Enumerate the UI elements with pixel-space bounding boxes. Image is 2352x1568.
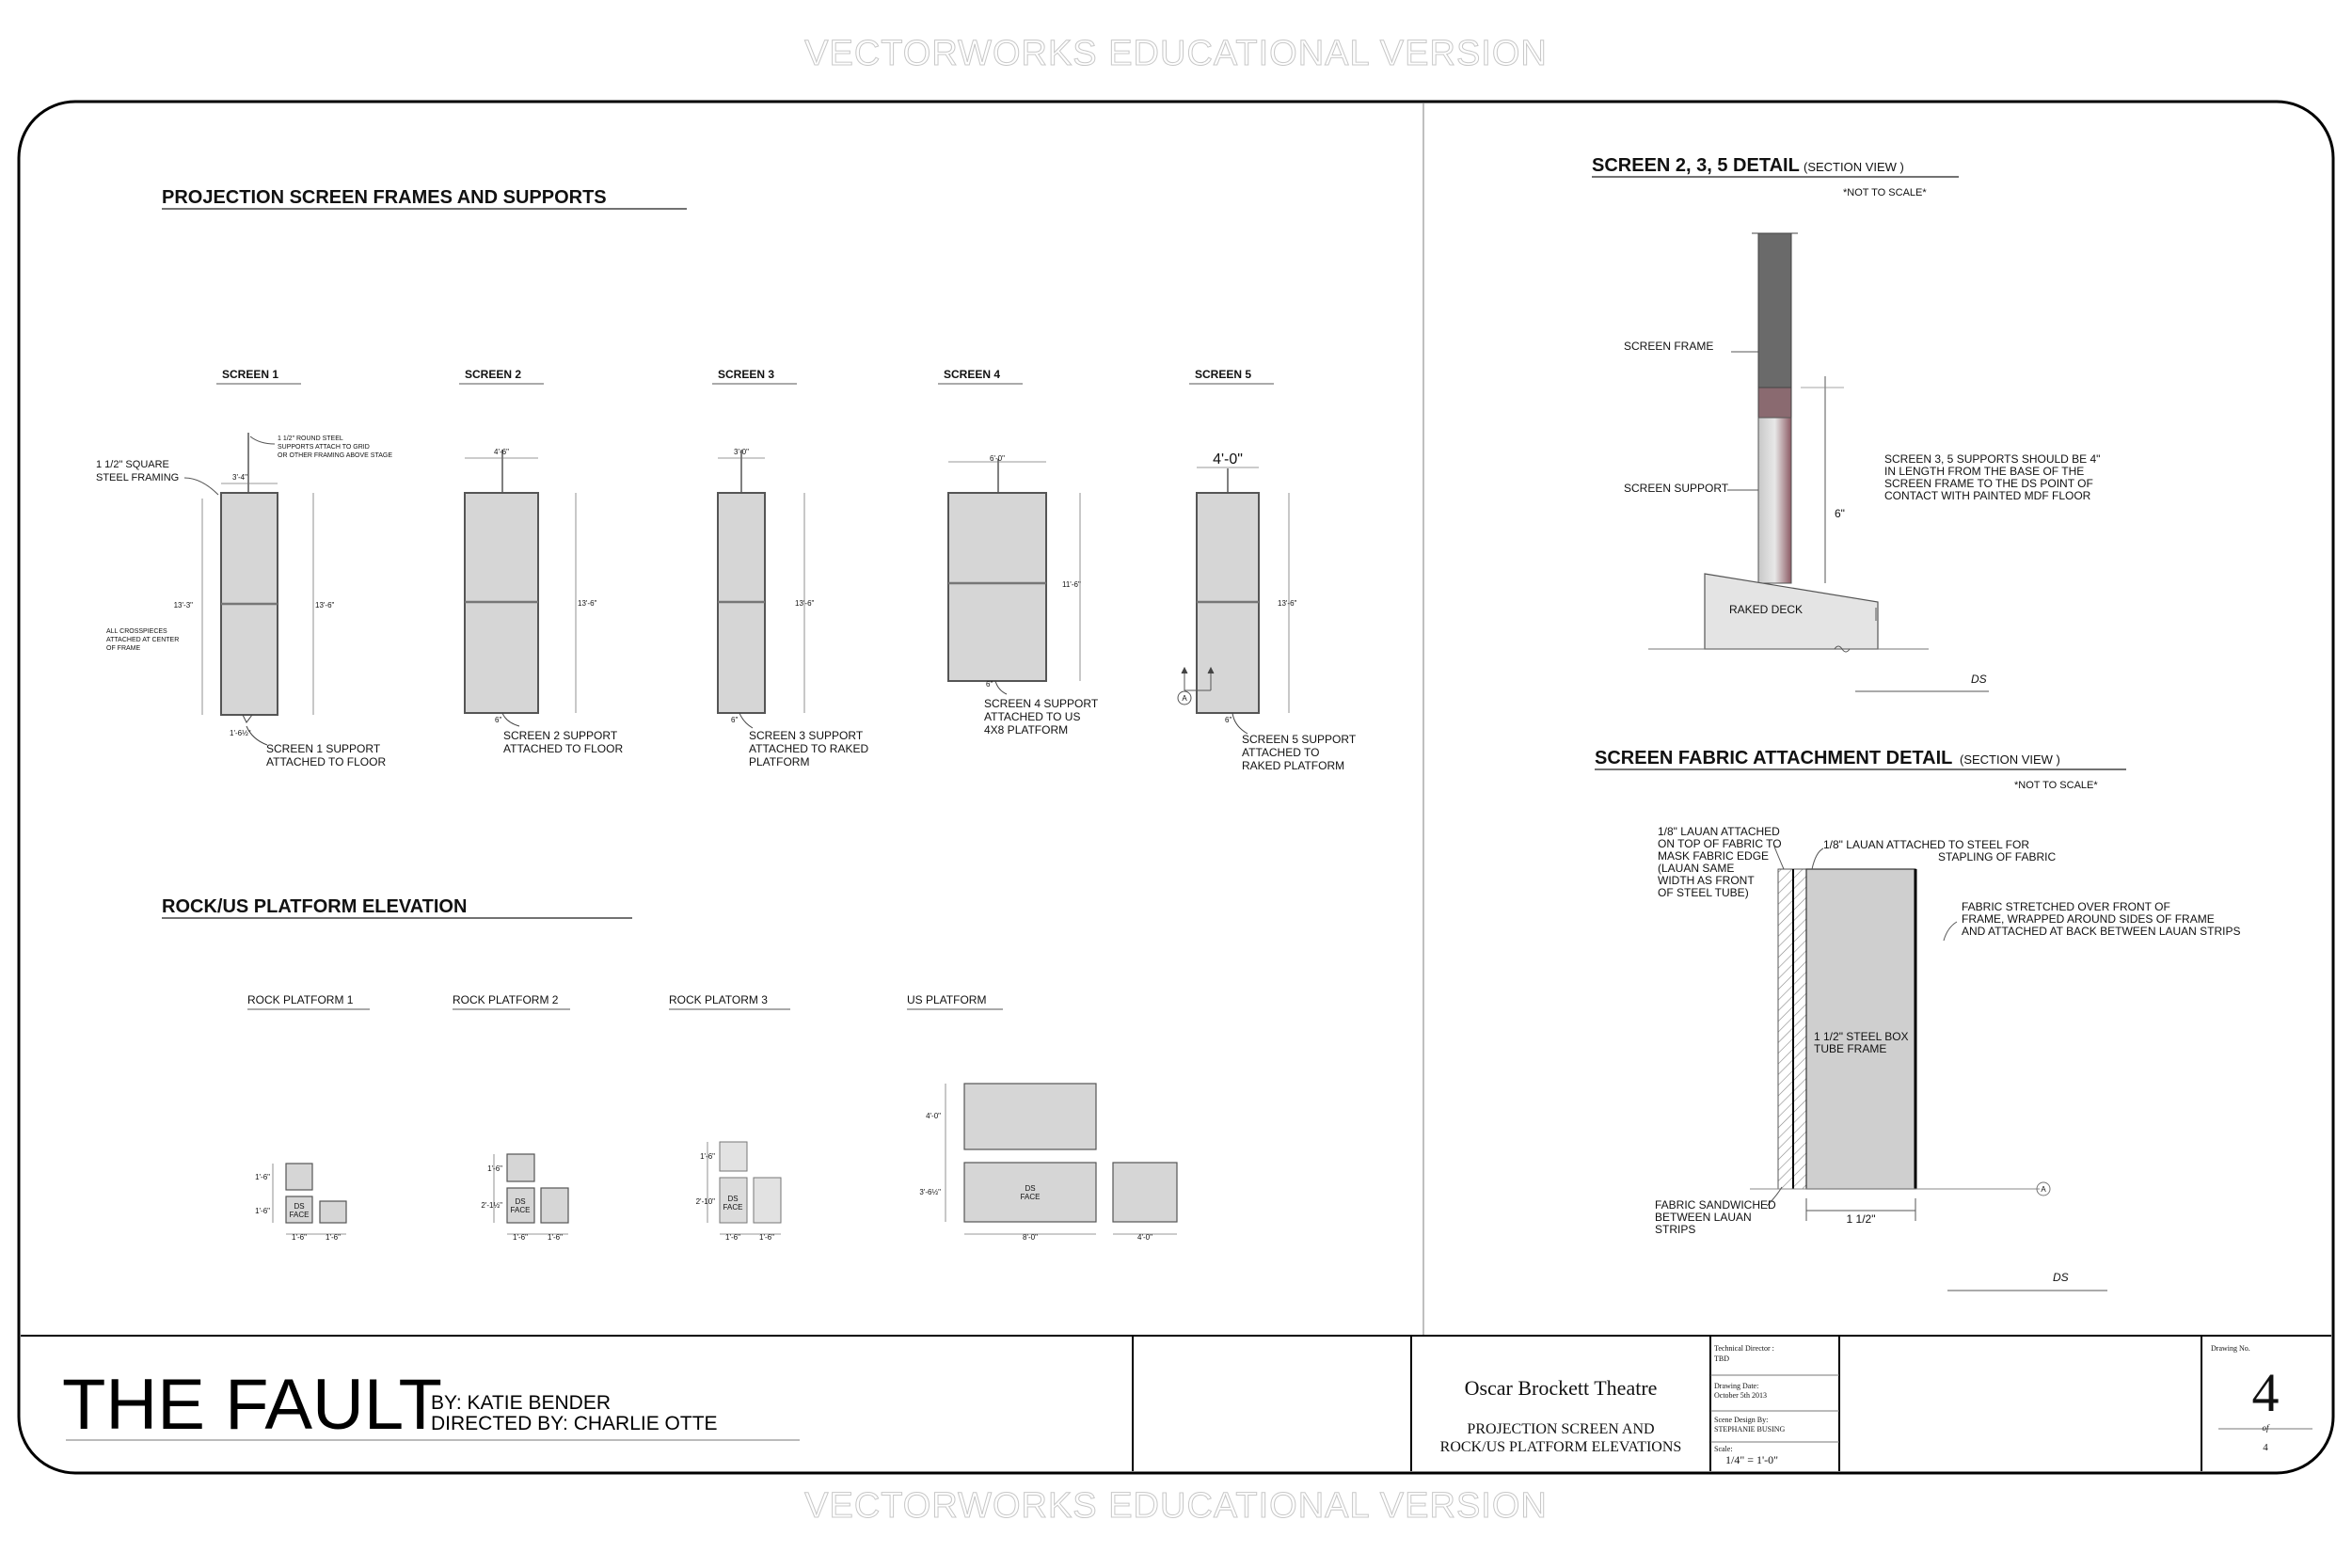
lauan-steel-1: 1/8" LAUAN ATTACHED TO STEEL FOR (1823, 838, 2029, 851)
lauan-front-1: 1/8" LAUAN ATTACHED (1658, 825, 1780, 838)
screen-1-base-dim: 1'-6½" (230, 729, 251, 737)
rock-3-ds: DS (727, 1195, 739, 1203)
support-note-1: SCREEN 3, 5 SUPPORTS SHOULD BE 4" (1884, 452, 2101, 466)
drawing-number: 4 (2251, 1362, 2280, 1423)
drawing-no-label: Drawing No. (2211, 1344, 2250, 1353)
screen-4-label: SCREEN 4 (944, 368, 1001, 381)
support-note-2: IN LENGTH FROM THE BASE OF THE (1884, 465, 2085, 478)
watermark-top: VECTORWORKS EDUCATIONAL VERSION (804, 34, 1548, 73)
screen-5-height-dim: 13'-6" (1278, 599, 1297, 608)
detail2-title: SCREEN FABRIC ATTACHMENT DETAIL (1595, 748, 1953, 768)
td-value: TBD (1714, 1354, 1729, 1363)
fabric-stretched-1: FABRIC STRETCHED OVER FRONT OF (1962, 900, 2170, 913)
screen-5-note-3: RAKED PLATFORM (1242, 759, 1345, 772)
fabric-sandwiched-2: BETWEEN LAUAN (1655, 1211, 1752, 1224)
screen-1-note-1: SCREEN 1 SUPPORT (266, 742, 381, 755)
rock-2-dim-4: 1'-6" (548, 1233, 563, 1242)
us-ds: DS (1025, 1184, 1036, 1193)
screen-4-width-dim: 6'-0" (990, 454, 1005, 463)
rock-platform-3 (707, 1142, 781, 1234)
screen-2-label: SCREEN 2 (465, 368, 522, 381)
us-dim-2: 3'-6½" (919, 1188, 941, 1196)
us-platform-label: US PLATFORM (907, 993, 987, 1006)
support-note-4: CONTACT WITH PAINTED MDF FLOOR (1884, 489, 2091, 502)
lauan-front-6: OF STEEL TUBE) (1658, 886, 1749, 899)
screen-2-base-dim: 6" (495, 716, 502, 724)
screen-3-note-1: SCREEN 3 SUPPORT (749, 729, 864, 742)
screen-1-label: SCREEN 1 (222, 368, 279, 381)
screen-5-label: SCREEN 5 (1195, 368, 1252, 381)
playwright: BY: KATIE BENDER (431, 1392, 611, 1414)
support-dim: 6" (1835, 507, 1845, 520)
lauan-steel-2: STAPLING OF FABRIC (1938, 850, 2057, 863)
screen-2-height-dim: 13'-6" (578, 599, 597, 608)
detail2-ds: DS (2053, 1271, 2069, 1284)
design-label: Scene Design By: (1714, 1416, 1769, 1424)
crosspieces-note-3: OF FRAME (106, 645, 141, 652)
round-steel-note-2: SUPPORTS ATTACH TO GRID (278, 444, 370, 451)
screen-1-note-2: ATTACHED TO FLOOR (266, 755, 387, 768)
us-face: FACE (1020, 1193, 1041, 1201)
show-title: THE FAULT (62, 1365, 442, 1445)
tube-dim: 1 1/2" (1846, 1212, 1876, 1226)
screen-4-base-dim: 6" (986, 680, 993, 689)
screen-5-frame (1178, 467, 1289, 734)
screen-3-width-dim: 3'-0" (734, 448, 749, 456)
rock-1-dim-1: 1'-6" (255, 1173, 270, 1181)
date-label: Drawing Date: (1714, 1382, 1759, 1390)
theatre-name: Oscar Brockett Theatre (1464, 1376, 1658, 1400)
screen-2-note-2: ATTACHED TO FLOOR (503, 742, 624, 755)
rock-platform-1-label: ROCK PLATFORM 1 (247, 993, 354, 1006)
total-drawings: 4 (2263, 1442, 2268, 1453)
screen-4-note-2: ATTACHED TO US (984, 710, 1081, 723)
rock-platform-2-label: ROCK PLATFORM 2 (453, 993, 559, 1006)
fabric-sandwiched-3: STRIPS (1655, 1223, 1696, 1236)
rock-2-face: FACE (510, 1206, 531, 1214)
detail1-not-to-scale: *NOT TO SCALE* (1843, 187, 1927, 198)
screen-5-note-1: SCREEN 5 SUPPORT (1242, 733, 1357, 746)
screen-4-frame (948, 459, 1080, 694)
fabric-stretched-3: AND ATTACHED AT BACK BETWEEN LAUAN STRIPS (1962, 925, 2241, 938)
screen-support-label: SCREEN SUPPORT (1624, 482, 1729, 495)
rock-2-dim-2: 2'-1½" (481, 1201, 502, 1210)
support-note-3: SCREEN FRAME TO THE DS POINT OF (1884, 477, 2093, 490)
rock-1-dim-4: 1'-6" (326, 1233, 341, 1242)
rock-2-ds: DS (515, 1197, 526, 1206)
screen-4-note-1: SCREEN 4 SUPPORT (984, 697, 1099, 710)
scale-value: 1/4" = 1'-0" (1725, 1453, 1779, 1466)
steel-box-1: 1 1/2" STEEL BOX (1814, 1030, 1909, 1043)
detail2-not-to-scale: *NOT TO SCALE* (2014, 780, 2098, 791)
screen-1-overall-dim: 13'-3" (173, 601, 193, 610)
rock-2-dim-3: 1'-6" (513, 1233, 528, 1242)
screen-2-frame (465, 450, 576, 726)
lauan-front-5: WIDTH AS FRONT (1658, 874, 1755, 887)
rock-3-dim-3: 1'-6" (725, 1233, 740, 1242)
screen-3-note-3: PLATFORM (749, 755, 810, 768)
lauan-front-3: MASK FABRIC EDGE (1658, 849, 1770, 863)
lauan-front-4: (LAUAN SAME (1658, 862, 1735, 875)
steel-box-2: TUBE FRAME (1814, 1042, 1887, 1055)
screen-3-frame (718, 450, 804, 728)
screen-4-note-3: 4X8 PLATFORM (984, 723, 1069, 736)
detail1-title: SCREEN 2, 3, 5 DETAIL (1592, 155, 1800, 176)
date-value: October 5th 2013 (1714, 1391, 1767, 1400)
of-label: of (2262, 1423, 2269, 1433)
us-dim-1: 4'-0" (926, 1112, 941, 1120)
detail1-ds: DS (1971, 673, 1987, 686)
us-dim-4: 4'-0" (1137, 1233, 1152, 1242)
lauan-front-2: ON TOP OF FABRIC TO (1658, 837, 1782, 850)
rock-platform-3-label: ROCK PLATORM 3 (669, 993, 768, 1006)
screen-2-width-dim: 4'-6" (494, 448, 509, 456)
screen-labels (222, 368, 1251, 381)
screen-2-note-1: SCREEN 2 SUPPORT (503, 729, 618, 742)
square-framing-note-1: 1 1/2" SQUARE (96, 459, 169, 470)
screen-4-height-dim: 11'-6" (1062, 580, 1081, 589)
sheet-title-2: ROCK/US PLATFORM ELEVATIONS (1439, 1439, 1682, 1455)
crosspieces-note-1: ALL CROSSPIECES (106, 628, 167, 635)
frames-title: PROJECTION SCREEN FRAMES AND SUPPORTS (162, 187, 607, 208)
rock-3-face: FACE (723, 1203, 743, 1212)
us-platform (946, 1084, 1177, 1234)
fabric-stretched-2: FRAME, WRAPPED AROUND SIDES OF FRAME (1962, 912, 2215, 926)
screen-1-width-dim: 3'-4" (232, 473, 247, 482)
rock-1-face: FACE (289, 1211, 310, 1219)
rock-1-dim-3: 1'-6" (292, 1233, 307, 1242)
screen-5-width-dim: 4'-0" (1213, 451, 1243, 467)
screen-5-note-2: ATTACHED TO (1242, 746, 1320, 759)
sheet-border (19, 102, 2333, 1473)
director: DIRECTED BY: CHARLIE OTTE (431, 1413, 718, 1434)
screen-frame-label: SCREEN FRAME (1624, 340, 1714, 353)
sheet-title-1: PROJECTION SCREEN AND (1467, 1421, 1655, 1437)
rock-1-ds: DS (294, 1202, 305, 1211)
detail2-view: (SECTION VIEW ) (1960, 752, 2060, 767)
rock-1-dim-2: 1'-6" (255, 1207, 270, 1215)
crosspieces-note-2: ATTACHED AT CENTER (106, 637, 180, 643)
screen-5-base-dim: 6" (1225, 716, 1232, 724)
round-steel-note-3: OR OTHER FRAMING ABOVE STAGE (278, 452, 392, 459)
screen-3-height-dim: 13'-6" (795, 599, 815, 608)
rock-title: ROCK/US PLATFORM ELEVATION (162, 896, 468, 917)
rock-3-dim-2: 2'-10" (695, 1197, 715, 1206)
round-steel-note-1: 1 1/2" ROUND STEEL (278, 436, 343, 442)
rock-platform-2 (494, 1154, 568, 1234)
rock-3-dim-1: 1'-6" (700, 1152, 715, 1161)
screen-1-height-dim: 13'-6" (315, 601, 335, 610)
detail2-section-marker: A (2041, 1185, 2046, 1194)
td-label: Technical Director : (1714, 1344, 1774, 1353)
watermark-bottom: VECTORWORKS EDUCATIONAL VERSION (804, 1486, 1548, 1526)
screen-3-label: SCREEN 3 (718, 368, 775, 381)
scale-label: Scale: (1714, 1445, 1733, 1453)
screen-3-note-2: ATTACHED TO RAKED (749, 742, 869, 755)
us-dim-3: 8'-0" (1023, 1233, 1038, 1242)
platform-labels (247, 993, 986, 1006)
screen-1-frame (202, 433, 313, 722)
fabric-sandwiched-1: FABRIC SANDWICHED (1655, 1198, 1776, 1212)
square-framing-note-2: STEEL FRAMING (96, 472, 180, 483)
design-value: STEPHANIE BUSING (1714, 1425, 1786, 1433)
raked-deck-label: RAKED DECK (1728, 603, 1804, 616)
rock-3-dim-4: 1'-6" (759, 1233, 774, 1242)
rock-2-dim-1: 1'-6" (487, 1164, 502, 1173)
rock-platform-1 (273, 1164, 346, 1234)
screen-5-section-marker: A (1182, 694, 1187, 703)
detail1-view: (SECTION VIEW ) (1804, 160, 1904, 174)
screen-3-base-dim: 6" (731, 716, 739, 724)
